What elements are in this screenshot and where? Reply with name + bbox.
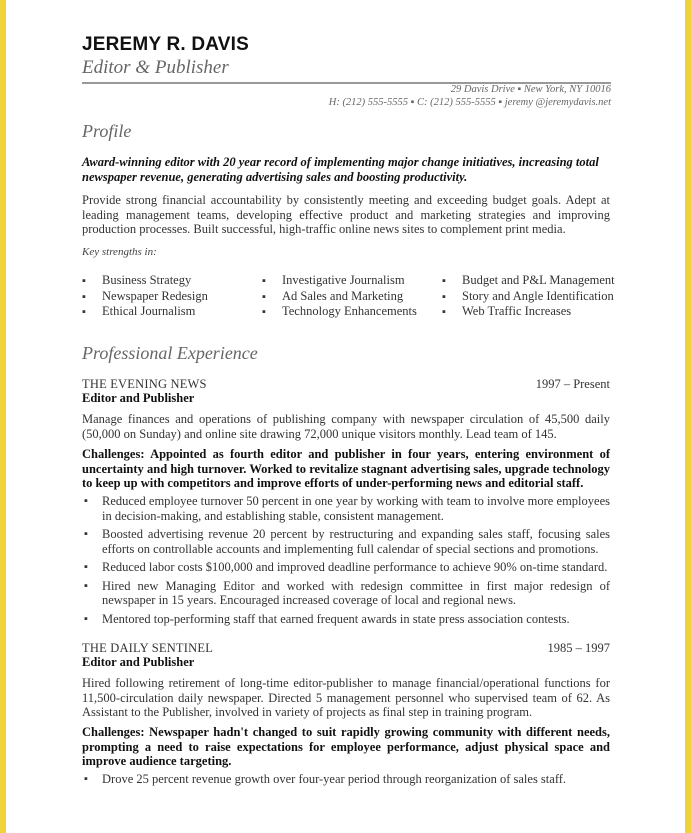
strengths-column-1 xyxy=(82,273,208,320)
strength-item: ▪ Business Strategy xyxy=(82,273,208,289)
achievement-item: ▪ Drove 25 percent revenue growth over four-year period through reorganization of sales staff. xyxy=(82,772,610,787)
job-challenges: Challenges: Newspaper hadn't changed to suit rapidly growing community with different needs, prompting a need to raise expectations for employee performance, adjust physical space and improve audience targeting. xyxy=(82,725,610,768)
job-company: THE EVENING NEWS xyxy=(82,377,207,391)
contact-phones-email: H: (212) 555-5555 ▪ C: (212) 555-5555 ▪ jeremy @jeremydavis.net xyxy=(328,97,611,108)
candidate-name: JEREMY R. DAVIS xyxy=(82,34,250,55)
candidate-title: Editor & Publisher xyxy=(82,57,229,78)
strength-item: ▪ Story and Angle Identification xyxy=(442,289,615,305)
achievement-item: ▪ Hired new Managing Editor and worked with redesign committee in first major redesign of newspaper in 15 years. Encouraged increased coverage of local and regional news. xyxy=(82,579,610,608)
job-dates: 1997 – Present xyxy=(535,377,610,391)
job-role: Editor and Publisher xyxy=(82,655,195,669)
achievement-item: ▪ Mentored top-performing staff that earned frequent awards in state press association contests. xyxy=(82,612,610,627)
achievement-item: ▪ Boosted advertising revenue 20 percent by restructuring and expanding sales staff, focusing sales efforts on controllable accounts and implementing full calendar of special sections and promotions. xyxy=(82,527,610,556)
job-challenges: Challenges: Appointed as fourth editor and publisher in four years, entering environment of uncertainty and high turnover. Worked to revitalize stagnant advertising sales, upgrade technology to keep up with competitors and improve efforts of under-performing news and editorial staff. xyxy=(82,447,610,490)
profile-heading: Profile xyxy=(82,121,132,141)
job-achievements xyxy=(82,772,610,791)
strengths-column-3 xyxy=(442,273,615,320)
job-company: THE DAILY SENTINEL xyxy=(82,641,214,655)
job-achievements xyxy=(82,494,610,630)
strength-item: ▪ Ad Sales and Marketing xyxy=(262,289,417,305)
job-description: Manage finances and operations of publishing company with newspaper circulation of 45,500 daily (50,000 on Sunday) and online site drawing 72,000 unique visitors monthly. Lead team of 145. xyxy=(82,412,610,441)
strength-item: ▪ Web Traffic Increases xyxy=(442,304,615,320)
contact-address: 29 Davis Drive ▪ New York, NY 10016 xyxy=(450,84,611,95)
achievement-item: ▪ Reduced employee turnover 50 percent in one year by working with team to involve more employees in decision-making, and establishing stable, consistent management. xyxy=(82,494,610,523)
resume-page xyxy=(6,0,685,833)
achievement-item: ▪ Reduced labor costs $100,000 and improved deadline performance to achieve 90% on-time standard. xyxy=(82,560,610,575)
strength-item: ▪ Investigative Journalism xyxy=(262,273,417,289)
strength-item: ▪ Budget and P&L Management xyxy=(442,273,615,289)
strength-item: ▪ Technology Enhancements xyxy=(262,304,417,320)
strengths-column-2 xyxy=(262,273,417,320)
job-description: Hired following retirement of long-time editor-publisher to manage financial/operational functions for 11,500-circulation daily newspaper. Directed 5 management personnel who supervised team of 62. As Assistant to the Publisher, involved in variety of projects as final step in training program. xyxy=(82,676,610,719)
experience-heading: Professional Experience xyxy=(82,343,258,363)
strength-item: ▪ Newspaper Redesign xyxy=(82,289,208,305)
job-dates: 1985 – 1997 xyxy=(547,641,610,655)
strength-item: ▪ Ethical Journalism xyxy=(82,304,208,320)
key-strengths-label: Key strengths in: xyxy=(82,246,157,258)
job-role: Editor and Publisher xyxy=(82,391,195,405)
profile-description: Provide strong financial accountability by consistently meeting and exceeding budget goals. Adept at leading management teams, developing effective product and marketing strategies and improving production processes. Built successful, high-traffic online news sites to complement print media. xyxy=(82,193,610,236)
profile-summary: Award-winning editor with 20 year record of implementing major change initiatives, increasing total newspaper revenue, generating advertising sales and boosting productivity. xyxy=(82,155,599,184)
